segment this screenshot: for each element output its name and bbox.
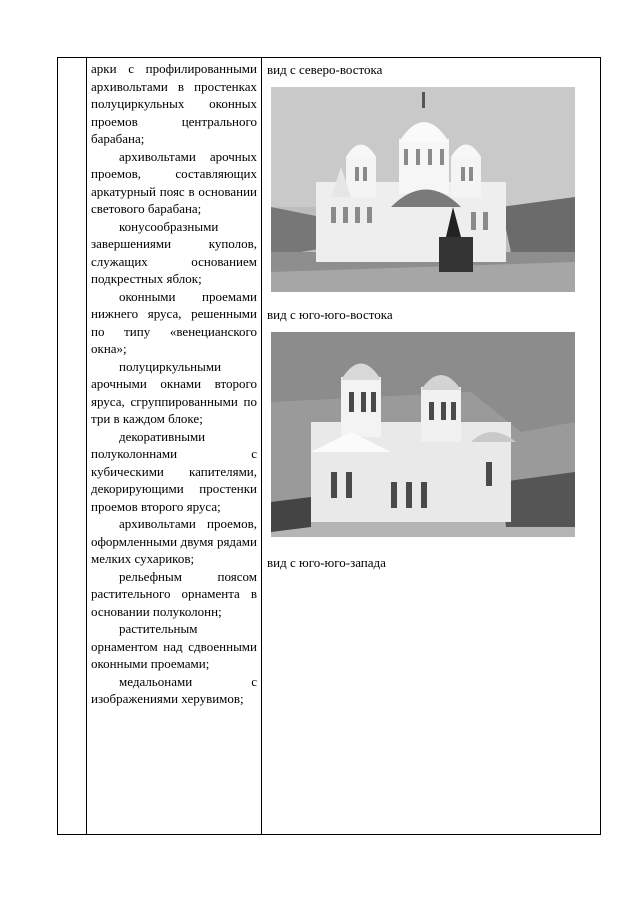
description-cell: [87, 58, 262, 835]
empty-number-cell: [58, 58, 87, 835]
description-paragraph: арки с профилированными архивольтами в простенках полуциркульных оконных проемов центрального барабана;: [91, 61, 257, 146]
photo-caption-south-southwest: вид с юго-юго-запада: [267, 555, 386, 570]
description-paragraph: рельефным поясом растительного орнамента в основании полуколонн;: [91, 568, 257, 619]
cathedral-south-southeast-photo: [271, 332, 575, 537]
description-paragraph: полуциркульными арочными окнами второго яруса, сгруппированными по три в каждом блоке;: [91, 358, 257, 426]
description-text: [87, 58, 261, 708]
description-paragraph: оконными проемами нижнего яруса, решенными по типу «венецианского окна»;: [91, 288, 257, 356]
photo-caption-south-southeast: вид с юго-юго-востока: [267, 307, 393, 322]
cathedral-northeast-photo: [271, 87, 575, 292]
description-paragraph: конусообразными завершениями куполов, служащих основанием подкрестных яблок;: [91, 218, 257, 286]
description-paragraph: растительным орнаментом над сдвоенными оконными проемами;: [91, 621, 257, 671]
description-paragraph: декоративными полуколоннами с кубическими капителями, декорирующими простенки проемов второго яруса;: [91, 428, 257, 514]
photo-caption-northeast: вид с северо-востока: [267, 62, 383, 77]
cathedral-south-southeast-image: [271, 332, 575, 537]
photos-column: [262, 58, 600, 572]
description-paragraph: архивольтами арочных проемов, составляющих аркатурный пояс в основании светового барабана;: [91, 148, 257, 216]
photos-cell: [262, 58, 601, 835]
description-paragraph: медальонами с изображениями херувимов;: [91, 673, 257, 706]
description-paragraph: архивольтами проемов, оформленными двумя рядами мелких сухариков;: [91, 516, 257, 566]
cathedral-northeast-image: [271, 87, 575, 292]
description-table: [57, 57, 601, 835]
table-row: [58, 58, 601, 835]
